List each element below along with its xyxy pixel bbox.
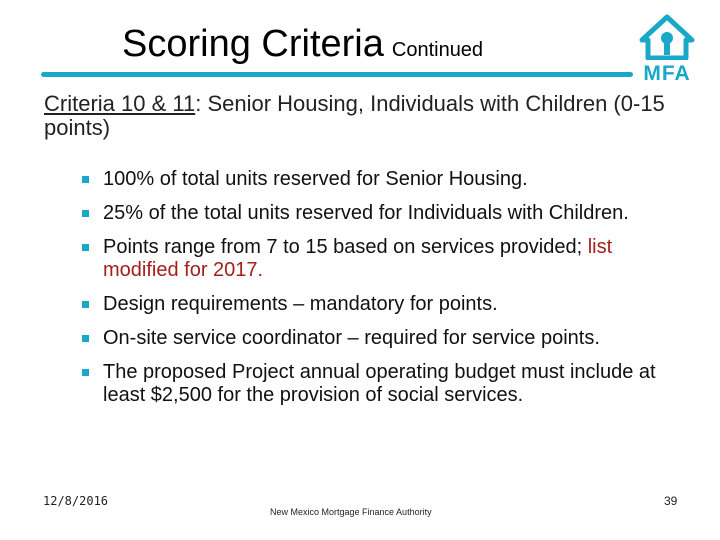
bullet-highlight: list modified for 2017. [103, 236, 613, 281]
slide-date: 12/8/2016 [43, 494, 109, 508]
house-keyhole-icon [636, 14, 698, 60]
bullet-text: On-site service coordinator – required for service points. [103, 327, 600, 349]
title-main: Scoring Criteria [122, 23, 384, 65]
page-number: 39 [664, 494, 678, 508]
bullet-text: 25% of the total units reserved for Individuals with Children. [103, 202, 629, 224]
bullet-text: 100% of total units reserved for Senior Housing. [103, 168, 528, 190]
bullet-item [82, 168, 692, 191]
bullet-item [82, 236, 692, 282]
footer-organization: New Mexico Mortgage Finance Authority [270, 507, 432, 517]
logo-text: MFA [643, 62, 691, 85]
bullet-text: Design requirements – mandatory for points. [103, 293, 498, 315]
bullet-item [82, 361, 692, 407]
bullet-marker [82, 301, 89, 308]
bullet-marker [82, 210, 89, 217]
bullet-marker [82, 335, 89, 342]
title-continued: Continued [391, 39, 484, 61]
mfa-logo [636, 14, 698, 86]
bullet-marker [82, 244, 89, 251]
criteria-label: Criteria 10 & 11 [44, 91, 196, 116]
bullet-list [82, 168, 692, 418]
bullet-text: The proposed Project annual operating budget must include at least $2,500 for the provision of social services. [103, 361, 656, 406]
bullet-marker [82, 176, 89, 183]
bullet-item [82, 202, 692, 225]
criteria-description: : Senior Housing, Individuals with Children (0-15 points) [44, 91, 665, 140]
bullet-item [82, 293, 692, 316]
bullet-item [82, 327, 692, 350]
criteria-subheading [44, 92, 684, 140]
bullet-text: Points range from 7 to 15 based on services provided; [103, 236, 588, 258]
title-divider [41, 72, 633, 77]
bullet-marker [82, 369, 89, 376]
slide-title [122, 22, 483, 66]
